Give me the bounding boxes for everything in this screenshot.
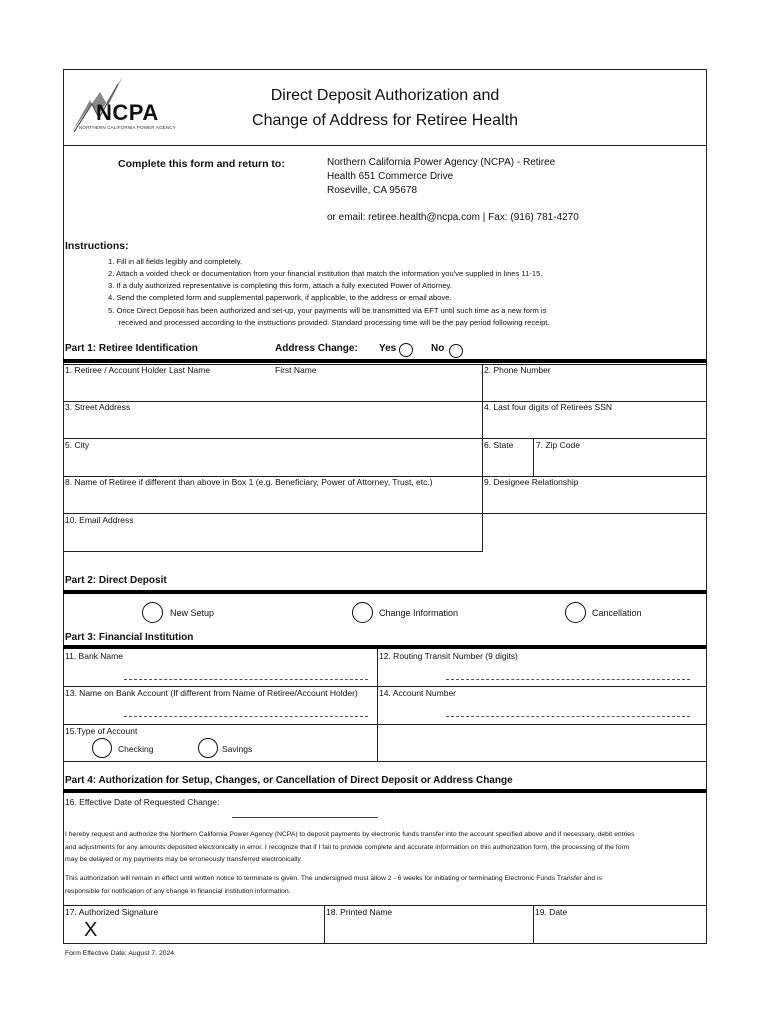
address-line1: Northern California Power Agency (NCPA) - Retiree xyxy=(327,157,556,168)
ssn-last4-input[interactable] xyxy=(483,413,706,437)
bank-name-input[interactable] xyxy=(124,662,368,679)
part4-bar xyxy=(63,789,707,793)
signature-input[interactable] xyxy=(100,918,322,942)
part4-title: Part 4: Authorization for Setup, Changes, or Cancellation of Direct Deposit or Address Change xyxy=(65,775,513,786)
part1-title: Part 1: Retiree Identification xyxy=(65,343,198,354)
address-change-yes-radio[interactable] xyxy=(399,343,413,357)
zip-input[interactable] xyxy=(534,451,706,475)
part2-title: Part 2: Direct Deposit xyxy=(65,575,167,586)
logo-subtext: NORTHERN CALIFORNIA POWER AGENCY xyxy=(79,125,176,130)
contact-info: or email: retiree.health@ncpa.com | Fax: (916) 781-4270 xyxy=(327,212,579,223)
field-account-number-label: 14. Account Number xyxy=(379,688,457,698)
form-title-line2: Change of Address for Retiree Health xyxy=(252,112,518,129)
field-phone-label: 2. Phone Number xyxy=(484,365,551,375)
signature-x-mark: X xyxy=(84,919,98,941)
state-input[interactable] xyxy=(483,451,533,475)
savings-label: Savings xyxy=(222,744,253,754)
form-effective-date: Form Effective Date: August 7, 2024 xyxy=(65,950,175,957)
logo-wordmark: NCPA xyxy=(96,100,159,125)
designee-relationship-input[interactable] xyxy=(483,488,706,512)
cancellation-radio[interactable] xyxy=(565,602,586,623)
field-state-label: 6. State xyxy=(484,440,514,450)
field-date-label: 19. Date xyxy=(535,907,568,917)
field-routing-label: 12. Routing Transit Number (9 digits) xyxy=(379,651,518,661)
field-retiree-alt-name-label: 8. Name of Retiree if different than above in Box 1 (e.g. Beneficiary, Power of Attorney, Trust, etc.) xyxy=(65,477,433,487)
authorization-paragraph-1: I hereby request and authorize the Northern California Power Agency (NCPA) to deposit payments by electronic funds transfer into the account specified above and if necessary, debit entries and adjustments for any amounts deposited electronically in error. I recognize that if I fail to provide complete and accurate information on this authorization form, the processing of the form may be delayed or my payments may be erroneously transferred electronically. xyxy=(65,831,635,863)
retiree-alt-name-input[interactable] xyxy=(64,488,482,512)
field-account-type-label: 15.Type of Account xyxy=(65,726,138,736)
change-information-label: Change Information xyxy=(379,608,459,618)
part2-bar xyxy=(63,590,707,594)
field-first-name-label: First Name xyxy=(275,365,317,375)
field-city-label: 5. City xyxy=(65,440,90,450)
field-bank-name-label: 11. Bank Name xyxy=(65,651,123,661)
address-change-label: Address Change: xyxy=(275,343,358,354)
city-input[interactable] xyxy=(64,451,482,475)
new-setup-label: New Setup xyxy=(170,608,215,618)
savings-radio[interactable] xyxy=(198,738,218,758)
effective-date-input[interactable] xyxy=(232,800,378,817)
instruction-item: received and processed according to the instructions provided. Standard processing time will be the pay period following receipt. xyxy=(108,318,550,327)
cancellation-label: Cancellation xyxy=(592,608,642,618)
yes-label: Yes xyxy=(379,343,397,354)
return-address xyxy=(327,156,555,198)
field-last-name-label: 1. Retiree / Account Holder Last Name xyxy=(65,365,211,375)
instructions-heading: Instructions: xyxy=(65,240,129,252)
printed-name-input[interactable] xyxy=(326,918,532,942)
field-printed-name-label: 18. Printed Name xyxy=(326,907,393,917)
part3-bar xyxy=(63,645,707,649)
instruction-item: 2. Attach a voided check or documentation from your financial institution that match the information you've supplied in lines 11-15. xyxy=(108,269,543,278)
email-input[interactable] xyxy=(64,526,482,551)
instruction-item: 4. Send the completed form and supplemental paperwork, if applicable, to the address or email above. xyxy=(108,293,452,302)
routing-number-input[interactable] xyxy=(446,662,690,679)
form-title-line1: Direct Deposit Authorization and xyxy=(270,87,500,104)
field-ssn-label: 4. Last four digits of Retirees SSN xyxy=(484,402,613,412)
change-information-radio[interactable] xyxy=(352,602,373,623)
new-setup-radio[interactable] xyxy=(142,602,163,623)
account-number-input[interactable] xyxy=(446,699,690,716)
account-name-input[interactable] xyxy=(124,699,368,716)
part1-bar xyxy=(63,359,707,363)
date-input[interactable] xyxy=(535,918,705,942)
instruction-item: 5. Once Direct Deposit has been authorized and set-up, your payments will be transmitted via EFT until such time as a new form is xyxy=(108,306,547,315)
checking-radio[interactable] xyxy=(92,738,112,758)
field-effective-date-label: 16. Effective Date of Requested Change: xyxy=(65,797,220,807)
street-address-input[interactable] xyxy=(64,413,482,437)
field-designee-label: 9. Designee Relationship xyxy=(484,477,579,487)
part3-title: Part 3: Financial Institution xyxy=(65,632,194,643)
instruction-item: 1. Fill in all fields legibly and completely. xyxy=(108,257,243,266)
field-signature-label: 17. Authorized Signature xyxy=(65,907,159,917)
address-line3: Roseville, CA 95678 xyxy=(327,185,418,196)
last-first-name-input[interactable] xyxy=(64,376,482,400)
field-zip-label: 7. Zip Code xyxy=(536,440,580,450)
field-street-label: 3. Street Address xyxy=(65,402,131,412)
checking-label: Checking xyxy=(118,744,154,754)
address-line2: Health 651 Commerce Drive xyxy=(327,171,454,182)
instruction-item: 3. If a duly authorized representative is completing this form, attach a fully executed Power of Attorney. xyxy=(108,281,452,290)
field-account-name-label: 13. Name on Bank Account (If different from Name of Retiree/Account Holder) xyxy=(65,688,358,698)
header-divider xyxy=(63,145,707,146)
no-label: No xyxy=(431,343,445,354)
phone-input[interactable] xyxy=(483,376,706,400)
field-email-label: 10. Email Address xyxy=(65,515,134,525)
address-change-no-radio[interactable] xyxy=(449,344,463,358)
return-label: Complete this form and return to: xyxy=(118,158,285,170)
authorization-paragraph-2: This authorization will remain in effect until written notice to terminate is given. The undersigned must allow 2 - 6 weeks for initiating or terminating Electronic Funds Transfer and is responsible for notification of any change in financial institution information. xyxy=(65,875,602,895)
